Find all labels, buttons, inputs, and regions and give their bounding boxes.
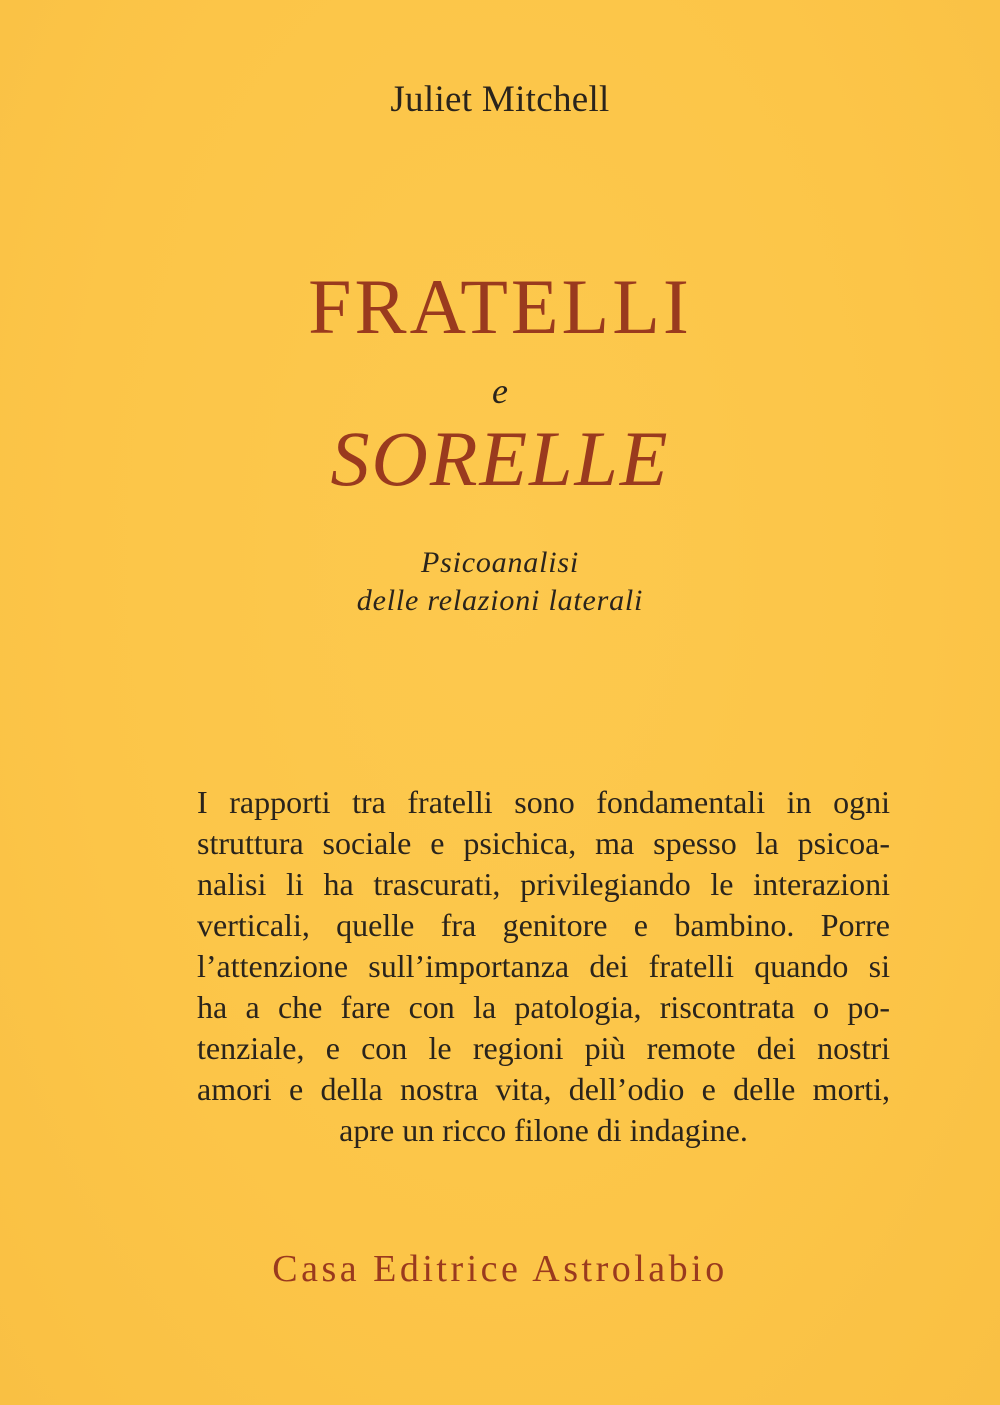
blurb-line: apre un ricco filone di indagine. xyxy=(339,1112,748,1148)
blurb-line: l’attenzione sull’importanza dei fratelli quando si xyxy=(197,948,890,984)
blurb-line: struttura sociale e psichica, ma spesso la psicoa- xyxy=(197,825,890,861)
blurb-line: amori e della nostra vita, dell’odio e delle morti, xyxy=(197,1071,890,1107)
author-name: Juliet Mitchell xyxy=(390,79,610,120)
subtitle-line: delle relazioni laterali xyxy=(356,584,644,617)
blurb-line: verticali, quelle fra genitore e bambino. Porre xyxy=(197,907,890,943)
subtitle-line: Psicoanalisi xyxy=(421,546,579,579)
blurb-line: nalisi li ha trascurati, privilegiando le interazioni xyxy=(197,866,890,902)
blurb-paragraph xyxy=(197,782,890,1151)
title-conjunction: e xyxy=(492,371,508,411)
blurb-line: ha a che fare con la patologia, riscontrata o po- xyxy=(197,989,890,1025)
blurb-line: I rapporti tra fratelli sono fondamentali in ogni xyxy=(197,784,890,820)
title-main: FRATELLI xyxy=(308,263,692,350)
publisher-name: Casa Editrice Astrolabio xyxy=(272,1248,728,1290)
subtitle xyxy=(0,544,1000,620)
blurb-line: tenziale, e con le regioni più remote dei nostri xyxy=(197,1030,890,1066)
title-second: SORELLE xyxy=(330,415,670,502)
